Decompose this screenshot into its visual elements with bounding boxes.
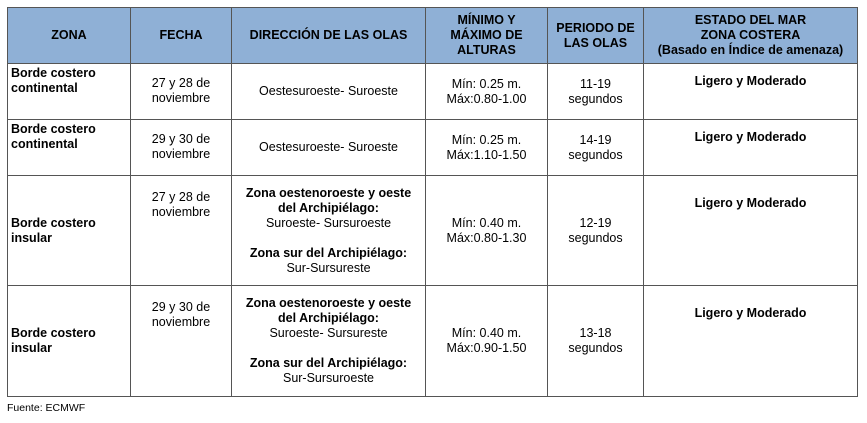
zona-line: Borde costero [11, 326, 96, 340]
alturas-max: Máx:0.80-1.00 [446, 91, 527, 106]
periodo-unit: segundos [568, 147, 623, 162]
fecha-line: 29 y 30 de [151, 300, 211, 314]
header-alturas-line: MÁXIMO DE [450, 28, 523, 42]
direccion-cell [232, 176, 426, 286]
alturas-min: Mín: 0.25 m. [451, 132, 522, 147]
alturas-min: Mín: 0.40 m. [451, 326, 522, 340]
table-row [8, 64, 858, 120]
periodo-cell [548, 176, 644, 286]
spacer [232, 341, 425, 356]
wave-forecast-table [7, 7, 858, 397]
alturas-cell [426, 176, 548, 286]
table-row [8, 286, 858, 397]
periodo-range: 14-19 [579, 132, 612, 147]
periodo-unit: segundos [568, 91, 623, 106]
header-alturas [426, 8, 548, 64]
header-alturas-line: MÍNIMO Y [457, 13, 516, 27]
header-estado-line: (Basado en Índice de amenaza) [657, 43, 844, 57]
zona-cell [8, 120, 131, 176]
direccion-value: Oestesuroeste- Suroeste [259, 140, 398, 154]
zona-line: insular [11, 341, 52, 355]
fecha-line: noviembre [151, 91, 211, 105]
header-fecha: FECHA [131, 8, 232, 64]
alturas-max: Máx:0.90-1.50 [446, 341, 527, 355]
direccion-value: Sur-Sursuroeste [282, 371, 374, 385]
zona-line: continental [11, 137, 78, 151]
direccion-zona-label: Zona oestenoroeste y oeste [245, 296, 412, 310]
direccion-value: Suroeste- Sursureste [269, 326, 388, 340]
estado-cell: Ligero y Moderado [644, 176, 858, 286]
alturas-cell [426, 64, 548, 120]
header-alturas-line: ALTURAS [457, 43, 516, 57]
direccion-value: Sur-Sursureste [286, 260, 371, 275]
header-estado-line: ZONA COSTERA [700, 28, 801, 42]
source-note: Fuente: ECMWF [7, 402, 86, 414]
direccion-zona-label: del Archipiélago: [278, 200, 379, 215]
direccion-cell [232, 286, 426, 397]
alturas-min: Mín: 0.25 m. [451, 76, 522, 91]
direccion-value: Oestesuroeste- Suroeste [259, 84, 398, 98]
direccion-zona-label: Zona sur del Archipiélago: [249, 356, 408, 370]
fecha-cell [131, 176, 232, 286]
direccion-cell [232, 120, 426, 176]
spacer [232, 231, 425, 246]
estado-cell: Ligero y Moderado [644, 120, 858, 176]
periodo-range: 13-18 [579, 326, 612, 340]
zona-cell [8, 64, 131, 120]
fecha-cell [131, 64, 232, 120]
header-direccion: DIRECCIÓN DE LAS OLAS [232, 8, 426, 64]
direccion-zona-label: Zona oestenoroeste y oeste [245, 185, 412, 200]
header-estado [644, 8, 858, 64]
fecha-cell [131, 286, 232, 397]
fecha-line: noviembre [151, 315, 211, 329]
zona-cell [8, 286, 131, 397]
alturas-min: Mín: 0.40 m. [451, 215, 522, 230]
fecha-line: noviembre [151, 205, 211, 219]
header-estado-line: ESTADO DEL MAR [694, 13, 807, 27]
alturas-max: Máx:0.80-1.30 [446, 230, 527, 245]
zona-line: continental [11, 81, 78, 95]
alturas-cell [426, 120, 548, 176]
table-row [8, 120, 858, 176]
alturas-max: Máx:1.10-1.50 [446, 147, 527, 162]
fecha-line: 29 y 30 de [151, 132, 211, 146]
header-periodo-line: PERIODO DE [556, 20, 635, 35]
direccion-zona-label: del Archipiélago: [278, 311, 379, 325]
header-periodo [548, 8, 644, 64]
header-zona: ZONA [8, 8, 131, 64]
periodo-cell [548, 286, 644, 397]
periodo-unit: segundos [568, 230, 623, 245]
direccion-zona-label: Zona sur del Archipiélago: [249, 245, 408, 260]
fecha-line: noviembre [151, 147, 211, 161]
alturas-cell [426, 286, 548, 397]
periodo-cell [548, 120, 644, 176]
header-row [8, 8, 858, 64]
estado-cell: Ligero y Moderado [644, 286, 858, 397]
zona-line: Borde costero [11, 215, 96, 230]
direccion-value: Suroeste- Sursuroeste [265, 215, 392, 230]
zona-cell [8, 176, 131, 286]
periodo-range: 11-19 [579, 76, 612, 91]
zona-line: insular [11, 230, 52, 245]
periodo-range: 12-19 [579, 215, 612, 230]
header-periodo-line: LAS OLAS [563, 35, 628, 50]
periodo-cell [548, 64, 644, 120]
direccion-cell [232, 64, 426, 120]
table-row [8, 176, 858, 286]
estado-cell: Ligero y Moderado [644, 64, 858, 120]
fecha-line: 27 y 28 de [151, 76, 211, 90]
periodo-unit: segundos [568, 341, 623, 355]
zona-line: Borde costero [11, 122, 96, 136]
fecha-line: 27 y 28 de [151, 190, 211, 204]
fecha-cell [131, 120, 232, 176]
zona-line: Borde costero [11, 66, 96, 80]
